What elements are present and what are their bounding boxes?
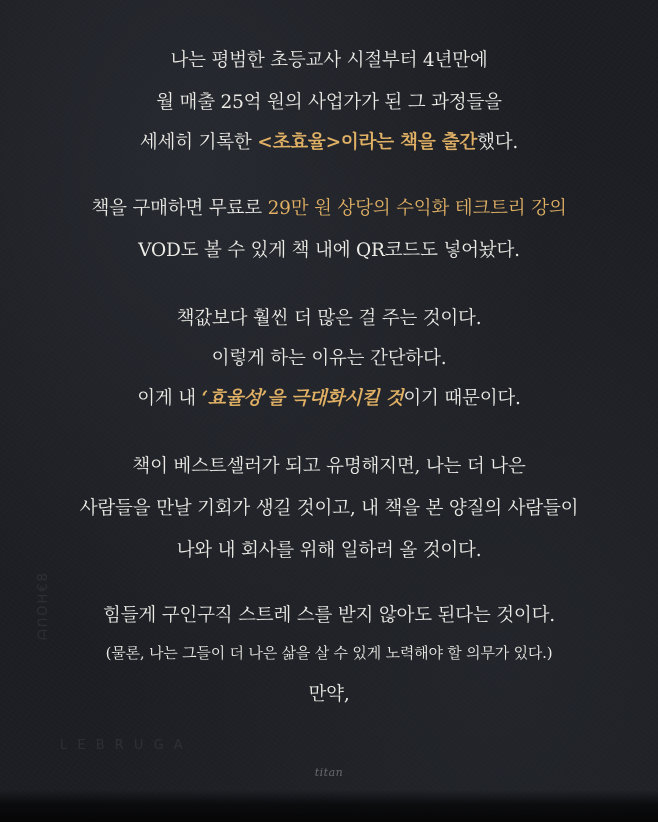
watermark-vertical: ᗩᑎOᕼ€8	[36, 571, 51, 640]
paragraph1-line3	[0, 128, 658, 154]
paragraph5-note: (물론, 나는 그들이 더 나은 삶을 살 수 있게 노력해야 할 의무가 있다.)	[105, 644, 553, 662]
signature: titan	[314, 766, 344, 779]
efficiency-highlight: ‘효율성’을 극대화시킬 것	[201, 388, 404, 409]
paragraph5-line1: 힘들게 구인구직 스트레 스를 받지 않아도 된다는 것이다.	[103, 605, 555, 626]
paragraph2-line1	[0, 194, 658, 220]
watermark-horizontal: L E B R U G A	[60, 738, 186, 753]
paragraph4-line1: 책이 베스트셀러가 되고 유명해지면, 나는 더 나은	[132, 456, 526, 477]
book-title-highlight: <초효율>이라는 책을 출간	[257, 132, 478, 153]
lecture-highlight: 29만 원 상당의 수익화 테크트리 강의	[267, 198, 567, 219]
paragraph3-line3	[0, 384, 658, 410]
paragraph1-line1: 나는 평범한 초등교사 시절부터 4년만에	[170, 50, 488, 71]
paragraph3-line3-pre: 이게 내	[137, 388, 202, 409]
paragraph5-line3: 만약,	[308, 684, 350, 705]
paragraph4-line2: 사람들을 만날 기회가 생길 것이고, 내 책을 본 양질의 사람들이	[79, 498, 579, 519]
paragraph2-line1-pre: 책을 구매하면 무료로	[91, 198, 268, 219]
paragraph1-line3-pre: 세세히 기록한	[139, 132, 258, 153]
paragraph3-line2: 이렇게 하는 이유는 간단하다.	[211, 348, 447, 369]
paragraph3-line3-post: 이기 때문이다.	[403, 388, 521, 409]
torn-bottom-edge	[0, 790, 658, 822]
paragraph4-line3: 나와 내 회사를 위해 일하러 올 것이다.	[176, 540, 482, 561]
paragraph1-line2: 월 매출 25억 원의 사업가가 된 그 과정들을	[156, 92, 502, 113]
paragraph1-line3-post: 했다.	[477, 132, 519, 153]
paragraph2-line2: VOD도 볼 수 있게 책 내에 QR코드도 넣어놨다.	[138, 240, 520, 261]
paragraph3-line1: 책값보다 훨씬 더 많은 걸 주는 것이다.	[176, 308, 482, 329]
